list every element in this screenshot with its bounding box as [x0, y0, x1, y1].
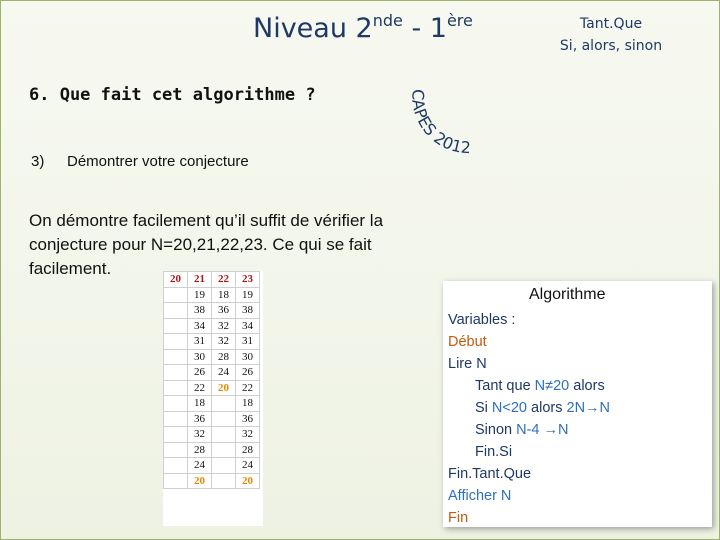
table-row	[164, 318, 260, 334]
table-row	[164, 442, 260, 458]
slide-title	[253, 13, 473, 44]
algorithm-lines	[448, 309, 610, 529]
table-row	[164, 380, 260, 396]
topic-line-2: Si, alors, sinon	[559, 38, 663, 54]
table-cell: 28	[188, 442, 212, 458]
algo-finsi: Fin.Si	[475, 444, 513, 460]
table-row	[164, 365, 260, 381]
table-row	[164, 396, 260, 412]
table-cell: 36	[212, 303, 236, 319]
table-cell: 34	[236, 318, 260, 334]
table-cell: 18	[212, 287, 236, 303]
table-cell: 38	[188, 303, 212, 319]
algo-si-action: 2N→N	[566, 400, 611, 416]
title-sup-nde: nde	[372, 11, 403, 30]
table-cell	[212, 458, 236, 474]
table-cell: 32	[212, 318, 236, 334]
algo-sinon-kw: Sinon	[475, 422, 517, 438]
table-cell: 28	[236, 442, 260, 458]
algo-si-alors: alors	[527, 400, 567, 416]
table-cell	[212, 442, 236, 458]
results-grid	[163, 271, 260, 489]
table-cell	[164, 473, 188, 489]
table-cell: 21	[188, 272, 212, 288]
algo-variables: Variables :	[448, 312, 516, 328]
title-level: Niveau 2	[253, 13, 373, 44]
answer-paragraph: On démontre facilement qu’il suffit de vérifier la conjecture pour N=20,21,22,23. Ce qui se fait facilement.	[29, 211, 384, 278]
table-row	[164, 349, 260, 365]
algo-afficher: Afficher N	[448, 488, 512, 504]
table-cell: 19	[188, 287, 212, 303]
table-header-row	[164, 272, 260, 288]
algorithm-title: Algorithme	[529, 286, 606, 303]
item-text: Démontrer votre conjecture	[67, 153, 249, 170]
question-heading: 6. Que fait cet algorithme ?	[29, 85, 316, 105]
table-cell: 26	[236, 365, 260, 381]
table-cell: 32	[188, 427, 212, 443]
table-cell: 22	[188, 380, 212, 396]
table-cell: 19	[236, 287, 260, 303]
table-cell	[164, 318, 188, 334]
table-cell: 32	[236, 427, 260, 443]
table-cell: 20	[164, 272, 188, 288]
table-cell	[164, 349, 188, 365]
table-cell	[164, 365, 188, 381]
table-cell: 20	[236, 473, 260, 489]
table-cell	[164, 287, 188, 303]
table-cell	[164, 442, 188, 458]
table-cell	[212, 396, 236, 412]
table-cell: 28	[212, 349, 236, 365]
table-cell	[164, 458, 188, 474]
algo-lire: Lire N	[448, 356, 487, 372]
capes-stamp-text: CAPES 2012	[408, 88, 472, 158]
table-row	[164, 303, 260, 319]
table-cell: 20	[188, 473, 212, 489]
svg-text:CAPES 2012	[408, 89, 471, 158]
table-cell: 36	[236, 411, 260, 427]
table-row	[164, 334, 260, 350]
algo-tant-que	[448, 375, 610, 397]
algo-tant-que-cond: N≠20	[534, 378, 570, 394]
item-number: 3)	[31, 153, 45, 170]
algo-si-cond: N<20	[491, 400, 527, 416]
table-row	[164, 473, 260, 489]
table-cell: 22	[212, 272, 236, 288]
table-cell: 31	[236, 334, 260, 350]
table-cell: 24	[236, 458, 260, 474]
table-cell	[164, 380, 188, 396]
title-sup-ere: ère	[446, 11, 473, 30]
topic-line-1: Tant.Que	[579, 16, 643, 32]
algo-sinon	[448, 419, 610, 441]
table-cell	[212, 411, 236, 427]
table-cell: 22	[236, 380, 260, 396]
table-cell	[164, 303, 188, 319]
table-cell: 24	[188, 458, 212, 474]
capes-stamp	[405, 83, 495, 173]
topic-label	[541, 13, 681, 57]
table-cell	[164, 334, 188, 350]
table-cell	[164, 396, 188, 412]
table-cell: 24	[212, 365, 236, 381]
table-cell: 32	[212, 334, 236, 350]
algo-si	[448, 397, 610, 419]
table-cell: 18	[236, 396, 260, 412]
table-cell: 30	[236, 349, 260, 365]
table-cell	[164, 411, 188, 427]
table-row	[164, 427, 260, 443]
table-cell	[212, 473, 236, 489]
results-table	[163, 271, 263, 526]
table-cell	[212, 427, 236, 443]
algo-debut: Début	[448, 334, 487, 350]
table-cell: 38	[236, 303, 260, 319]
header-bar	[1, 1, 720, 63]
algo-fintantque: Fin.Tant.Que	[448, 466, 532, 482]
algo-fin: Fin	[448, 510, 469, 526]
algorithm-box	[443, 281, 712, 527]
table-cell: 30	[188, 349, 212, 365]
table-cell: 18	[188, 396, 212, 412]
table-cell: 20	[212, 380, 236, 396]
table-cell: 31	[188, 334, 212, 350]
algo-tant-que-end: alors	[569, 378, 605, 394]
table-row	[164, 411, 260, 427]
table-cell	[164, 427, 188, 443]
title-dash: - 1	[402, 13, 447, 44]
algo-si-kw: Si	[475, 400, 492, 416]
algo-tant-que-kw: Tant que	[475, 378, 535, 394]
table-cell: 23	[236, 272, 260, 288]
table-cell: 26	[188, 365, 212, 381]
table-row	[164, 287, 260, 303]
table-row	[164, 458, 260, 474]
table-cell: 34	[188, 318, 212, 334]
slide-nav-controls[interactable]	[11, 523, 81, 533]
algo-sinon-action: N-4 →N	[516, 422, 569, 438]
table-cell: 36	[188, 411, 212, 427]
